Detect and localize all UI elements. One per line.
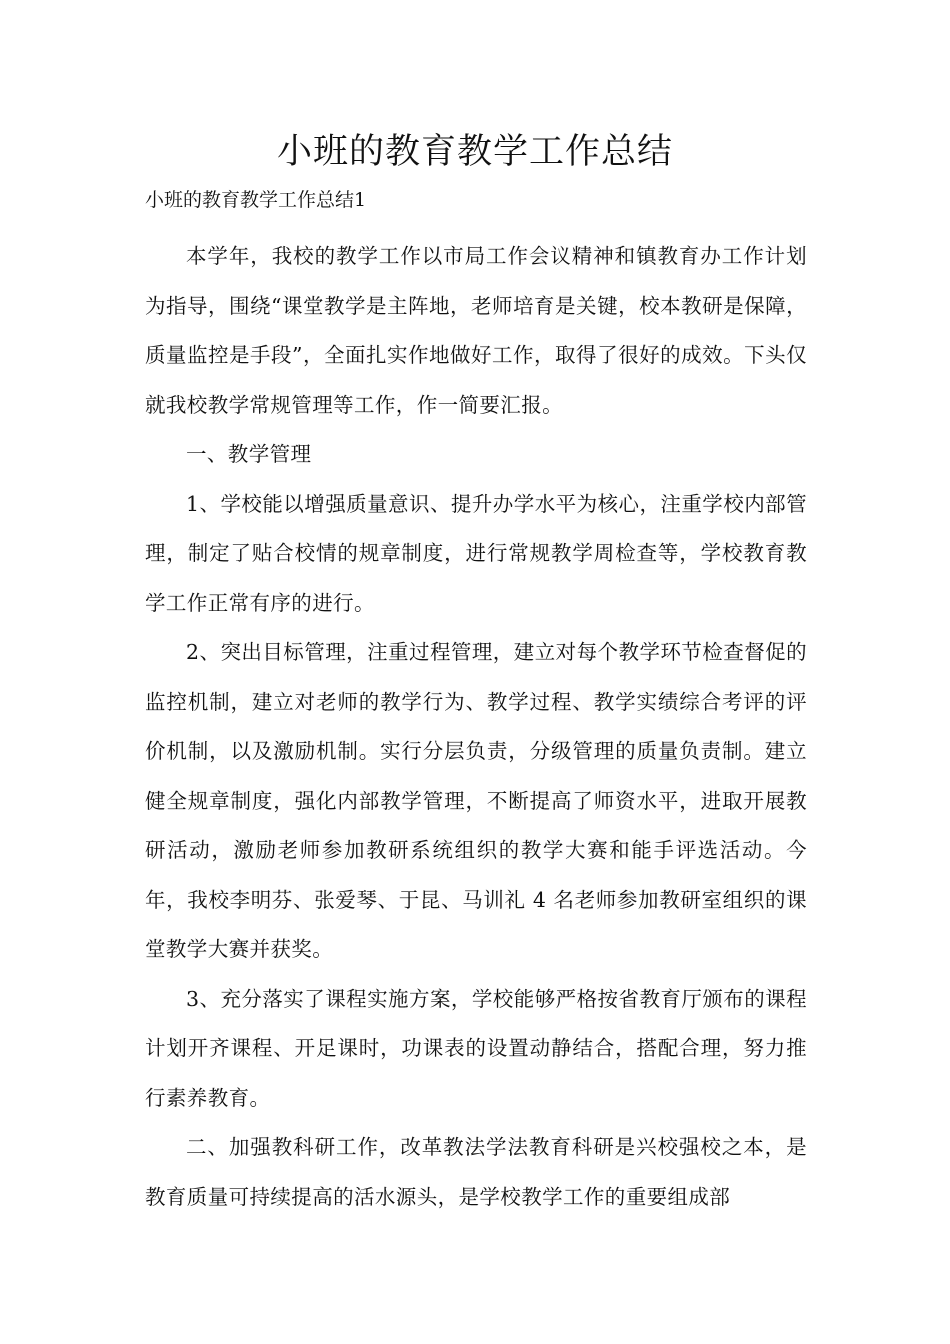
paragraph-item-1: 1、学校能以增强质量意识、提升办学水平为核心，注重学校内部管理，制定了贴合校情的规章制度，进行常规教学周检查等，学校教育教学工作正常有序的进行。: [145, 491, 807, 615]
paragraph-section-2: 二、加强教科研工作，改革教法学法教育科研是兴校强校之本，是教育质量可持续提高的活水源头，是学校教学工作的重要组成部: [145, 1135, 807, 1209]
paragraph-item-3: 3、充分落实了课程实施方案，学校能够严格按省教育厅颁布的课程计划开齐课程、开足课时，功课表的设置动静结合，搭配合理，努力推行素养教育。: [145, 986, 807, 1110]
section-heading-teaching-management: 一、教学管理: [186, 442, 312, 466]
document-title: 小班的教育教学工作总结: [276, 132, 673, 172]
paragraph-intro: 本学年，我校的教学工作以市局工作会议精神和镇教育办工作计划为指导，围绕“课堂教学是主阵地，老师培育是关键，校本教研是保障，质量监控是手段”，全面扎实作地做好工作，取得了很好的成效。下头仅就我校教学常规管理等工作，作一简要汇报。: [145, 244, 807, 417]
document-body: [145, 232, 807, 1222]
paragraph-item-2: 2、突出目标管理，注重过程管理，建立对每个教学环节检查督促的监控机制，建立对老师的教学行为、教学过程、教学实绩综合考评的评价机制，以及激励机制。实行分层负责，分级管理的质量负责制。建立健全规章制度，强化内部教学管理，不断提高了师资水平，进取开展教研活动，激励老师参加教研系统组织的教学大赛和能手评选活动。今年，我校李明芬、张爱琴、于昆、马训礼 4 名老师参加教研室组织的课堂教学大赛并获奖。: [145, 640, 807, 961]
document-subtitle: 小班的教育教学工作总结1: [145, 189, 367, 211]
